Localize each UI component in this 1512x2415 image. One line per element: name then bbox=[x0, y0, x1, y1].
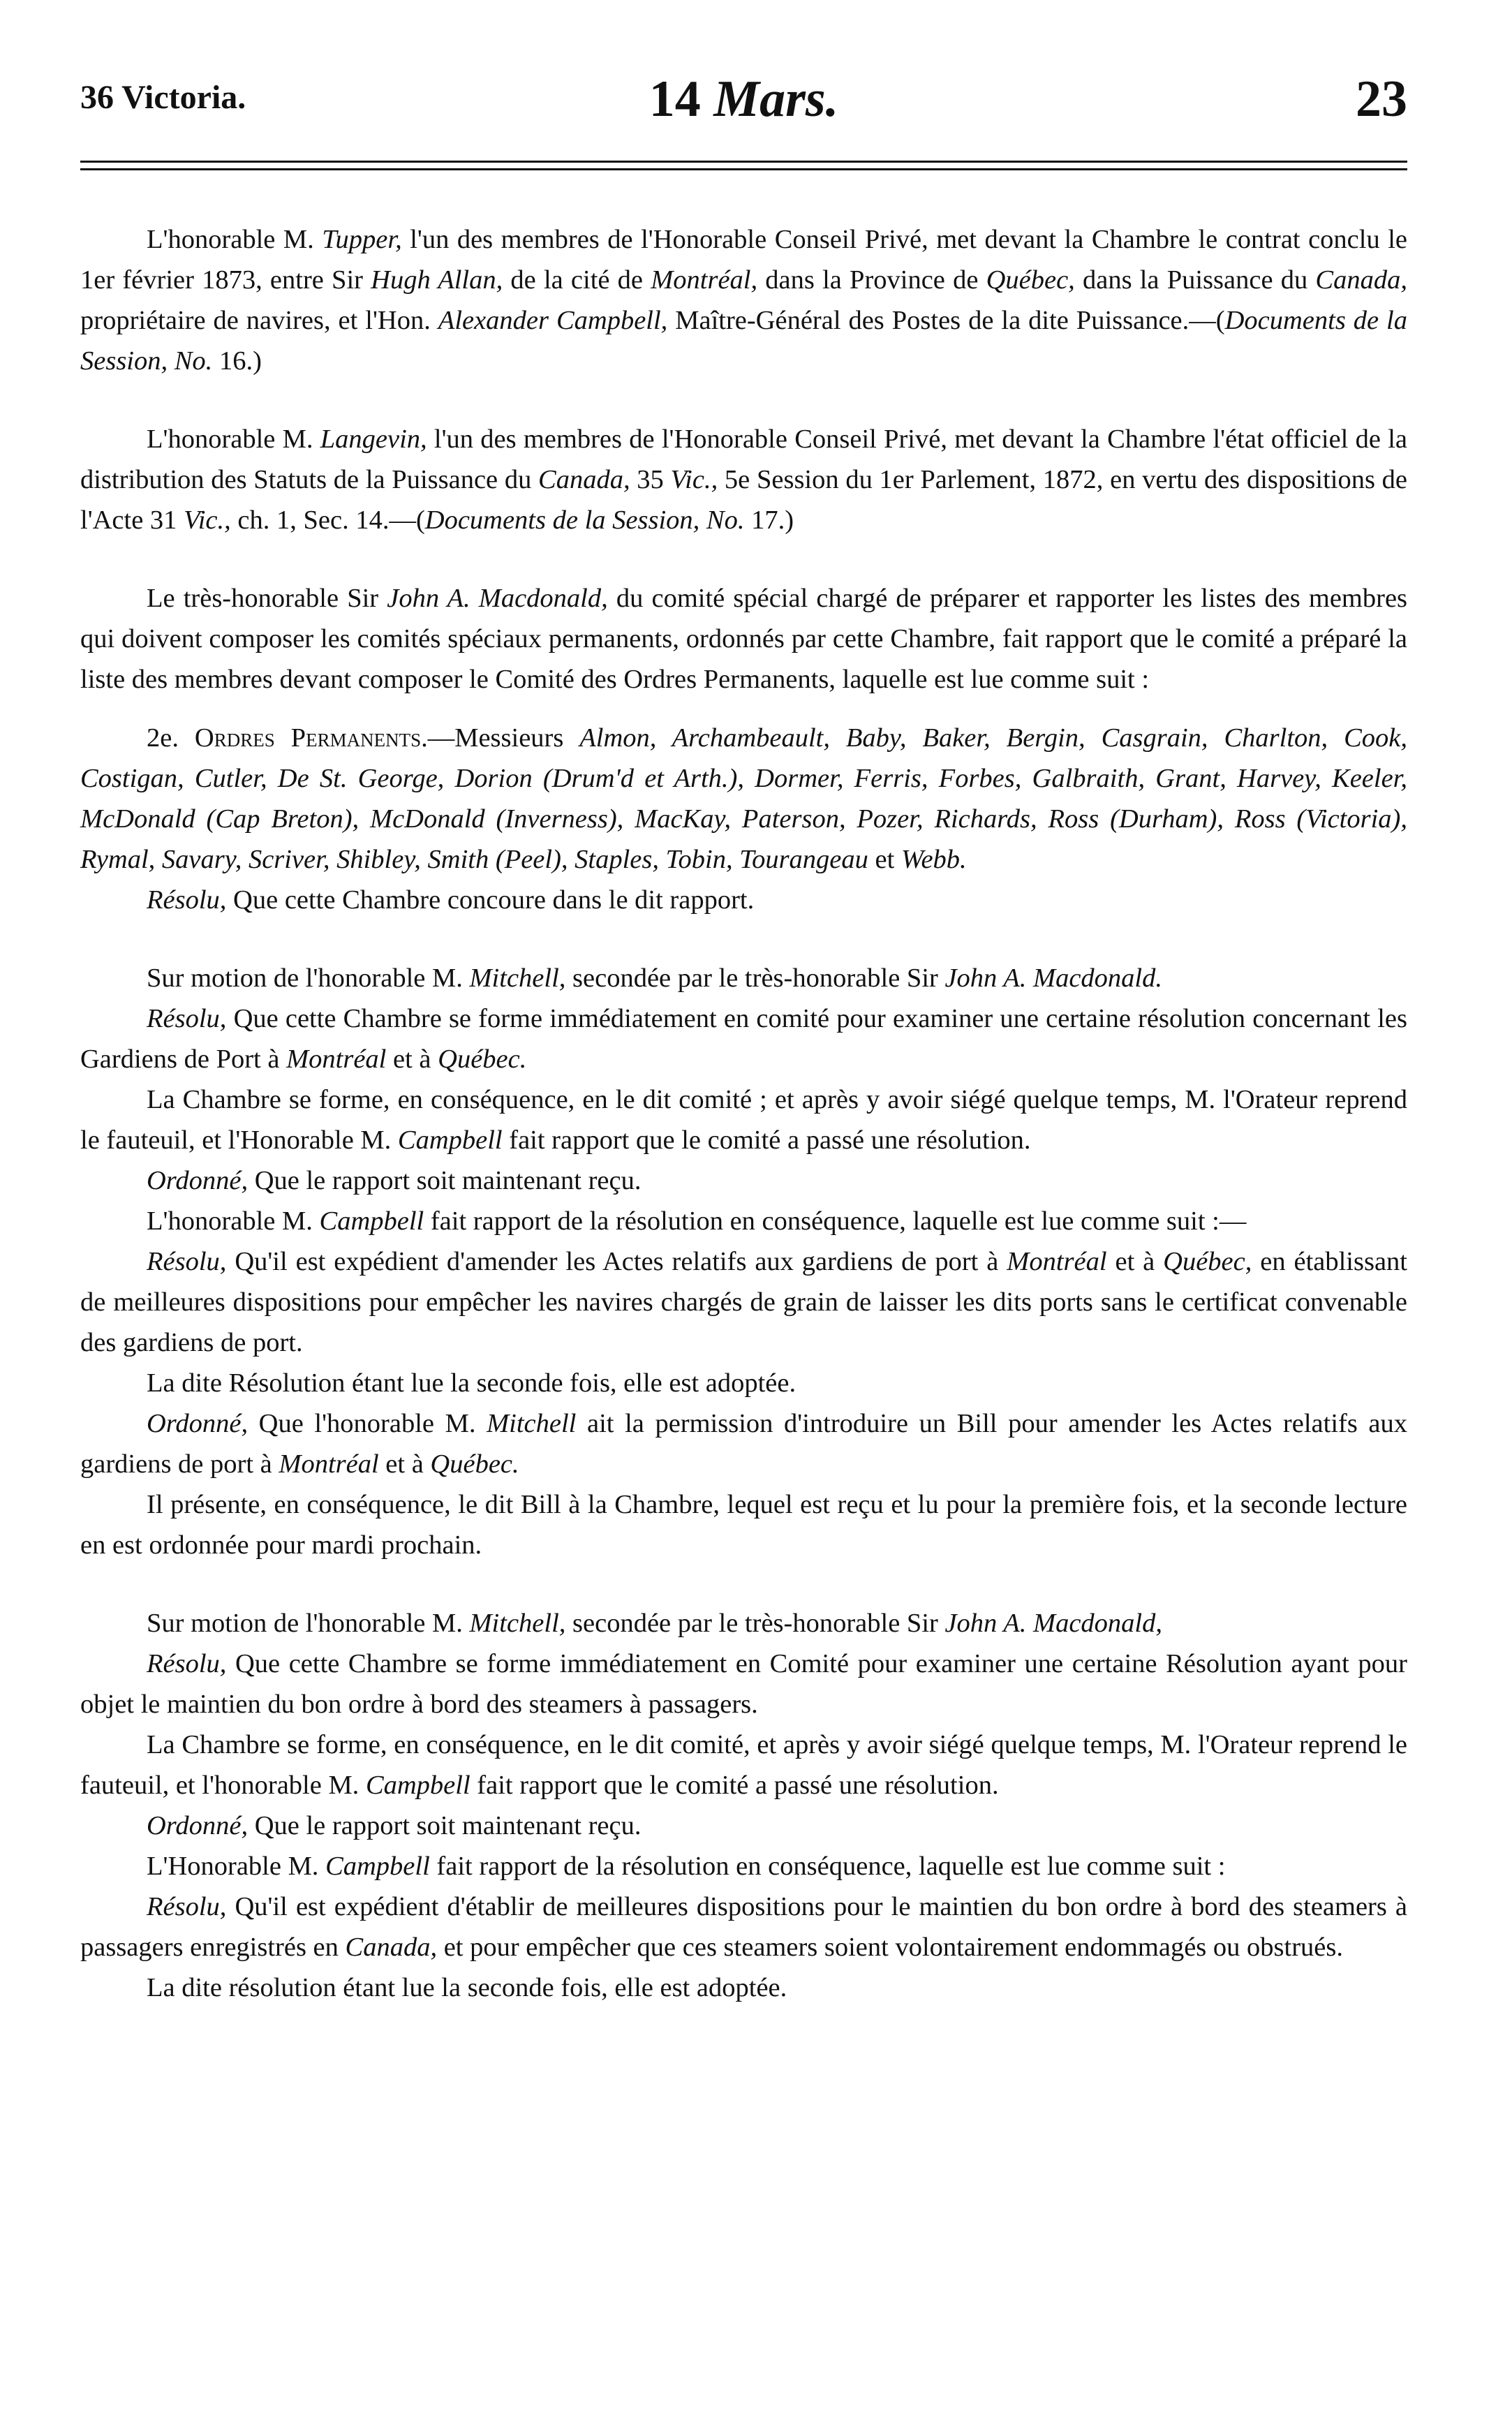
text-run: et bbox=[868, 845, 901, 874]
italic-run: Québec, bbox=[1163, 1247, 1252, 1276]
text-run: Il présente, en conséquence, le dit Bill à la Chambre, lequel est reçu et lu pour la première fois, et la seconde lecture en est ordonnée pour mardi prochain. bbox=[80, 1490, 1407, 1560]
italic-run: Hugh Allan, bbox=[371, 265, 503, 295]
paragraph bbox=[80, 1644, 1407, 1725]
italic-run: Campbell bbox=[365, 1771, 470, 1800]
text-run: L'Honorable M. bbox=[147, 1852, 326, 1881]
text-run: secondée par le très-honorable Sir bbox=[565, 963, 945, 993]
italic-run: Tupper, bbox=[322, 225, 402, 254]
entry-port-wardens bbox=[80, 958, 1407, 1565]
text-run: secondée par le très-honorable Sir bbox=[565, 1609, 945, 1638]
small-caps-heading: Ordres Permanents. bbox=[194, 723, 428, 753]
paragraph bbox=[80, 880, 1407, 920]
paragraph bbox=[80, 958, 1407, 998]
page-number: 23 bbox=[1356, 71, 1407, 128]
italic-run: Ordonné, bbox=[147, 1811, 249, 1840]
text-run: et à bbox=[378, 1449, 431, 1479]
paragraph bbox=[80, 1805, 1407, 1846]
text-run: 2e. bbox=[147, 723, 195, 753]
italic-run: Documents de la Session, No. bbox=[80, 306, 1407, 376]
italic-run: Québec. bbox=[430, 1449, 519, 1479]
text-run: ait la permission d'introduire un Bill pour amender les Actes relatifs aux gardiens de port à bbox=[80, 1409, 1408, 1479]
text-run: du comité spécial chargé de préparer et rapporter les listes des membres qui doivent composer les comités spéciaux permanents, ordonnés par cette Chambre, fait rapport que le comité a préparé la liste des membres devant composer le Comité des Ordres Permanents, laquelle est lue comme suit : bbox=[80, 584, 1408, 694]
text-run: fait rapport que le comité a passé une résolution. bbox=[502, 1125, 1031, 1155]
italic-run: Résolu, bbox=[147, 1649, 227, 1678]
paragraph bbox=[80, 419, 1407, 540]
italic-run: Montréal bbox=[1007, 1247, 1107, 1276]
running-header bbox=[80, 70, 1407, 147]
entry-committee-report bbox=[80, 578, 1407, 920]
text-run: en établissant de meilleures dispositions pour empêcher les navires chargés de grain de laisser les dits ports sans le certificat convenable des gardiens de port. bbox=[80, 1247, 1408, 1357]
paragraph bbox=[80, 1886, 1407, 1967]
italic-run: Alexander Campbell, bbox=[438, 306, 668, 335]
paragraph bbox=[80, 1160, 1407, 1201]
text-run: Qu'il est expédient d'amender les Actes relatifs aux gardiens de port à bbox=[226, 1247, 1007, 1276]
text-run: Que cette Chambre concoure dans le dit rapport. bbox=[226, 885, 755, 915]
text-run: propriétaire de navires, et l'Hon. bbox=[80, 306, 438, 335]
italic-run: Montréal, bbox=[651, 265, 758, 295]
entry-langevin bbox=[80, 419, 1407, 540]
text-run: Sur motion de l'honorable M. bbox=[147, 963, 470, 993]
paragraph bbox=[80, 1846, 1407, 1886]
italic-run: Résolu, bbox=[147, 1247, 227, 1276]
entry-tupper bbox=[80, 219, 1407, 381]
italic-run: Ordonné, bbox=[147, 1166, 249, 1195]
text-run: —Messieurs bbox=[427, 723, 580, 753]
text-run: fait rapport de la résolution en conséquence, laquelle est lue comme suit :— bbox=[424, 1206, 1247, 1236]
paragraph bbox=[80, 1603, 1407, 1644]
text-run: Sur motion de l'honorable M. bbox=[147, 1609, 470, 1638]
text-run: Qu'il est expédient d'établir de meilleures dispositions pour le maintien du bon ordre à bord des steamers à passagers enregistrés en bbox=[80, 1892, 1407, 1962]
italic-run: John A. Macdonald, bbox=[387, 584, 608, 613]
text-run: La dite résolution étant lue la seconde fois, elle est adoptée. bbox=[147, 1973, 787, 2002]
paragraph bbox=[80, 1403, 1407, 1484]
text-run: et pour empêcher que ces steamers soient volontairement endommagés ou obstrués. bbox=[437, 1933, 1343, 1962]
italic-run: Documents de la Session, No. bbox=[424, 505, 745, 535]
text-run: L'honorable M. bbox=[147, 225, 323, 254]
italic-run: Québec. bbox=[438, 1044, 527, 1074]
paragraph bbox=[80, 578, 1407, 700]
italic-run: Mitchell bbox=[487, 1409, 577, 1438]
text-run: 16.) bbox=[212, 346, 262, 376]
text-run: 35 bbox=[630, 465, 671, 494]
italic-run: Mitchell, bbox=[469, 963, 566, 993]
paragraph bbox=[80, 1363, 1407, 1403]
italic-run: Canada, bbox=[345, 1933, 438, 1962]
paragraph bbox=[80, 1484, 1407, 1565]
italic-run: John A. Macdonald, bbox=[944, 1609, 1162, 1638]
text-run: ch. 1, Sec. 14.—( bbox=[230, 505, 425, 535]
paragraph bbox=[80, 718, 1407, 880]
text-run: La dite Résolution étant lue la seconde fois, elle est adoptée. bbox=[147, 1368, 796, 1398]
text-run: et à bbox=[386, 1044, 438, 1074]
italic-run: Campbell bbox=[319, 1206, 424, 1236]
paragraph bbox=[80, 998, 1407, 1079]
header-double-rule bbox=[80, 161, 1407, 170]
paragraph bbox=[80, 1725, 1407, 1805]
date-heading bbox=[80, 70, 1407, 129]
italic-run: Langevin, bbox=[320, 424, 427, 454]
date-month: Mars. bbox=[713, 71, 839, 128]
text-run: dans la Puissance du bbox=[1074, 265, 1316, 295]
text-run: fait rapport que le comité a passé une résolution. bbox=[470, 1771, 999, 1800]
italic-run: Montréal bbox=[286, 1044, 387, 1074]
italic-run: Résolu, bbox=[147, 885, 227, 915]
italic-run: Vic., bbox=[184, 505, 231, 535]
paragraph bbox=[80, 219, 1407, 381]
italic-run: Vic., bbox=[670, 465, 718, 494]
italic-run: Webb. bbox=[900, 845, 967, 874]
paragraph bbox=[80, 1201, 1407, 1241]
italic-run: Canada, bbox=[1315, 265, 1407, 295]
date-day: 14 bbox=[648, 71, 701, 128]
text-run: Que le rapport soit maintenant reçu. bbox=[248, 1166, 642, 1195]
session-label: 36 Victoria. bbox=[80, 79, 246, 116]
text-run: L'honorable M. bbox=[147, 1206, 320, 1236]
text-run: Que cette Chambre se forme immédiatement en Comité pour examiner une certaine Résolution ayant pour objet le maintien du bon ordre à bord des steamers à passagers. bbox=[80, 1649, 1407, 1719]
paragraph bbox=[80, 1967, 1407, 2008]
text-run: Maître-Général des Postes de la dite Puissance.—( bbox=[667, 306, 1225, 335]
text-run: Que cette Chambre se forme immédiatement en comité pour examiner une certaine résolution concernant les Gardiens de Port à bbox=[80, 1004, 1407, 1074]
italic-run: Mitchell, bbox=[469, 1609, 566, 1638]
text-run: et à bbox=[1106, 1247, 1164, 1276]
text-run: dans la Province de bbox=[757, 265, 986, 295]
text-run: 17.) bbox=[744, 505, 794, 535]
text-run: l'un des membres de l'Honorable Conseil Privé, met devant la Chambre le contrat conclu le 1er février 1873, entre Sir bbox=[80, 225, 1407, 295]
entry-steamers bbox=[80, 1603, 1407, 2008]
italic-run: Campbell bbox=[397, 1125, 503, 1155]
italic-run: Montréal bbox=[279, 1449, 379, 1479]
text-run: La Chambre se forme, en conséquence, en le dit comité ; et après y avoir siégé quelque temps, M. l'Orateur reprend le fauteuil, et l'Honorable M. bbox=[80, 1085, 1407, 1155]
paragraph bbox=[80, 1079, 1407, 1160]
text-run: fait rapport de la résolution en conséquence, laquelle est lue comme suit : bbox=[429, 1852, 1226, 1881]
italic-run: Campbell bbox=[325, 1852, 430, 1881]
paragraph bbox=[80, 1241, 1407, 1363]
italic-run: Résolu, bbox=[147, 1892, 227, 1921]
text-run: l'un des membres de l'Honorable Conseil Privé, met devant la Chambre l'état officiel de la distribution des Statuts de la Puissance du bbox=[80, 424, 1407, 494]
italic-run: Résolu, bbox=[147, 1004, 227, 1033]
member-names: Almon, Archambeault, Baby, Baker, Bergin, Casgrain, Charlton, Cook, Costigan, Cutler, De St. George, Dorion (Drum'd et Arth.), Dormer, Ferris, Forbes, Galbraith, Grant, Harvey, Keeler, McDonald (Cap Breton), McDonald (Inverness), MacKay, Paterson, Pozer, Richards, Ross (Durham), Ross (Victoria), Rymal, Savary, Scriver, Shibley, Smith (Peel), Staples, Tobin, Tourangeau bbox=[80, 723, 1407, 874]
text-run: Que le rapport soit maintenant reçu. bbox=[248, 1811, 642, 1840]
text-run: 5e Session du 1er Parlement, 1872, en vertu des dispositions de l'Acte 31 bbox=[80, 465, 1408, 535]
text-run: L'honorable M. bbox=[147, 424, 320, 454]
text-run: Le très-honorable Sir bbox=[147, 584, 387, 613]
italic-run: John A. Macdonald. bbox=[944, 963, 1162, 993]
text-run: La Chambre se forme, en conséquence, en le dit comité, et après y avoir siégé quelque temps, M. l'Orateur reprend le fauteuil, et l'honorable M. bbox=[80, 1730, 1407, 1800]
italic-run: Canada, bbox=[538, 465, 630, 494]
italic-run: Ordonné, bbox=[147, 1409, 249, 1438]
text-run: Que l'honorable M. bbox=[248, 1409, 487, 1438]
italic-run: Québec, bbox=[986, 265, 1075, 295]
text-run: de la cité de bbox=[503, 265, 651, 295]
